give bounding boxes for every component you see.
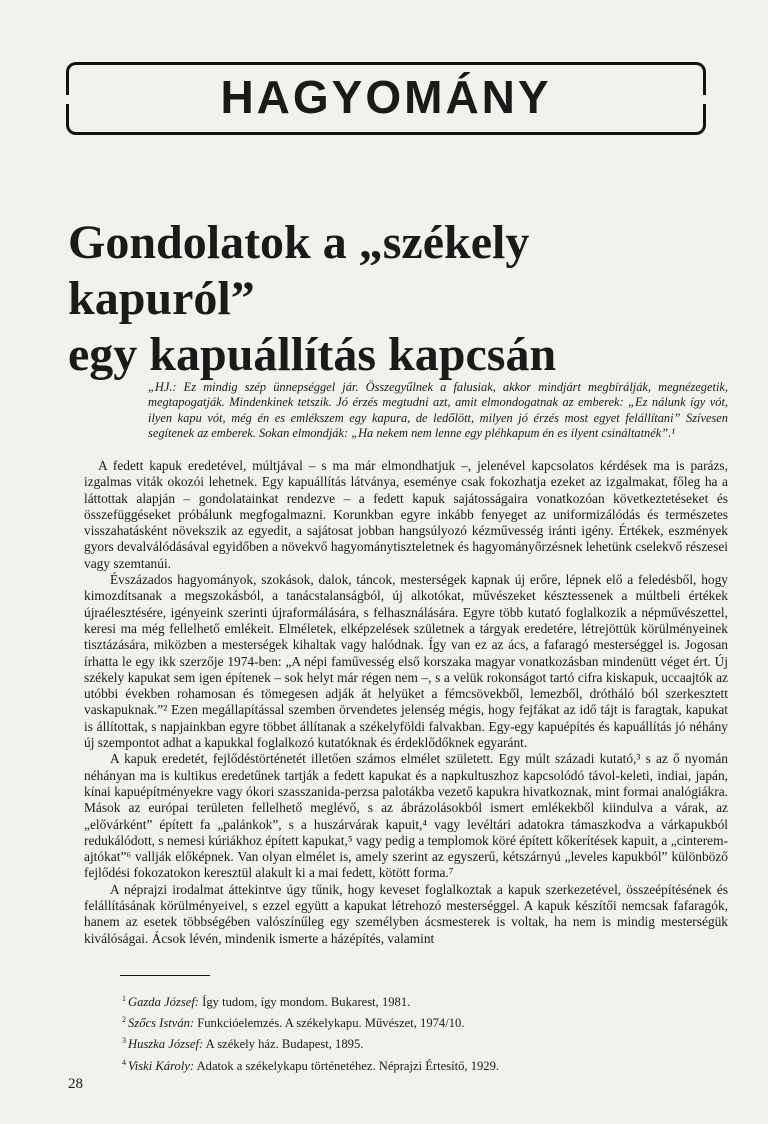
footnote-number: 1: [122, 994, 126, 1003]
paragraph-4: A néprajzi irodalmat áttekintve úgy tűnik, hogy keveset foglalkoztak a kapuk szerkezetével, összeépítésének és felállításának körülményeivel, s ezzel együtt a kapukat létrehozó mesterséggel. A kapuk készítői nemcsak fafaragók, hanem az esetek többségében valószínűleg egy személyben ácsmesterek is voltak, ha nem is mindig mesterségük kiválóságai. Ácsok lévén, mindenik ismerte a házépítés, valamint: [84, 881, 728, 946]
footnote-number: 3: [122, 1036, 126, 1046]
section-title: [66, 72, 706, 122]
footnote-4: [122, 1054, 682, 1075]
footnote-author: Gazda József:: [128, 995, 200, 1010]
section-banner: [66, 62, 706, 132]
article-title: [68, 215, 728, 383]
footnote-divider: [120, 975, 210, 976]
footnote-text: Adatok a székelykapu történetéhez. Néprajzi Értesítő, 1929.: [194, 1058, 500, 1073]
footnote-1: [122, 990, 682, 1011]
footnote-text: Funkcióelemzés. A székelykapu. Művészet, 1974/10.: [194, 1016, 465, 1031]
footnote-text: A székely ház. Budapest, 1895.: [203, 1037, 364, 1052]
footnote-author: Huszka József:: [128, 1037, 204, 1052]
section-title-text: HAGYOMÁNY: [210, 71, 561, 123]
page-number: 28: [68, 1076, 83, 1092]
article-title-line-2: egy kapuállítás kapcsán: [68, 328, 557, 381]
paragraph-1: A fedett kapuk eredetével, múltjával – s ma már elmondhatjuk –, jelenével kapcsolatos kérdések ma is parázs, izgalmas viták okozói lehetnek. Egy kapuállítás látványa, eseménye csak fokozhatja ezeket az izgalmakat, főleg ha a láttottak alapján – gondolatainkat rendezve – a fedett kapuk sajátosságaira vonatkozóan következtetéseket és összefüggéseket próbálunk megfogalmazni. Korunkban egyre inkább fenyeget az uniformizálódás és természetes visszahatásként növekszik az egyedit, a sajátosat jobban hangsúlyozó kézművesség iránti igény. Értékek, eszmények gyors devalválódásával egyidőben a növekvő hagyománytiszteletnek és hagyományőrzésnek lehetünk cselekvő részesei vagy szemtanúi.: [84, 458, 728, 571]
footnote-3: [122, 1032, 682, 1053]
footnote-author: Szőcs István:: [128, 1016, 195, 1031]
paragraph-2: Évszázados hagyományok, szokások, dalok, táncok, mesterségek kapnak új erőre, lépnek elő a feledésből, hogy kimozdítsanak a megszokásból, a tanácstalanságból, új alkotókat, művészeket késztessenek a múltbeli értékek újraélesztésére, igényeink szerinti újraformálására, s felhasználására. Egyre több kutató foglalkozik a népművészettel, keresi ma még fellelhető emlékeit. Elméletek, elképzelések születnek a tárgyak eredetére, létrejöttük körülményeinek tisztázására, miközben a mesterségek kihaltak vagy halódnak. Így van ez az ács, a fafaragó mesterséggel is. Jogosan írhatta le egy ikk szerzője 1974-ben: „A népi faművesség első korszaka magyar vonatkozásban mindenütt véget ért. Új székely kapukat sem igen építenek – sok helyt már régen nem –, s a velük rokonságot tartó cifra kiskapuk, uccaajtók az utóbbi években rohamosan és tömegesen adják át helyüket a fémcsövekből, lemezből, drótháló ból szerkesztett vaskapuknak.”² Ezen megállapítással szemben örvendetes jelenség mégis, hogy fejfákat az idő tájt is faragtak, kapukat is állítottak, s napjainkban egyre többet állítanak a székelyföldi falvakban. Egy-egy kapuépítés és kapuállítás jó néhány új szempontot adhat a kapukkal foglalkozó kutatóknak és érdeklődőknek egyaránt.: [84, 572, 728, 751]
footnote-author: Viski Károly:: [128, 1058, 195, 1073]
footnotes: [122, 990, 682, 1075]
footnote-number: 2: [122, 1015, 126, 1025]
article-body: [84, 458, 728, 947]
footnote-2: [122, 1011, 682, 1032]
footnote-number: 4: [122, 1057, 126, 1067]
article-title-line-1: Gondolatok a „székely kapuról”: [68, 216, 530, 325]
article-motto: „HJ.: Ez mindig szép ünnepséggel jár. Összegyűlnek a falusiak, akkor mindjárt megbírálják, megnézegetik, megtapogatják. Mindenkinek tetszik. Jó érzés megtudni azt, amit elmondogatnak az emberek: „Ez nálunk így vót, ilyen kapu vót, még én es emlékszem egy kapura, de ledőlött, milyen jó érzés most egyet felállítani” Szívesen segítenek az emberek. Sokan elmondják: „Ha nekem nem lenne egy pléhkapum én es ilyent csináltatnék”.¹: [148, 380, 728, 441]
footnote-text: Így tudom, így mondom. Bukarest, 1981.: [199, 995, 411, 1010]
paragraph-3: A kapuk eredetét, fejlődéstörténetét illetően számos elmélet született. Egy múlt századi kutató,³ s az ő nyomán néhányan ma is kultikus eredetűnek tartják a fedett kapukat és a napkultuszhoz kapcsolódó távol-keleti, indiai, japán, kínai kapuépítményekre vagy ókori szasszanida-perzsa palotákba vezető kapukra hivatkoznak, mint formai analógiákra. Mások az európai területen fellelhető meglévő, s az ábrázolásokból ismert emlékekből kiindulva a várak, az „elővárként” épített fa „palánkok”, s a huszárvárak kapuit,⁴ vagy levéltári adatokra támaszkodva a várkapukból redukálódott, s nemesi kúriákhoz épített kapukat,⁵ vagy pedig a templomok köré épített kőkerítések kapuit, a „cinterem-ajtókat”⁶ vallják előképnek. Van olyan elmélet is, amely szerint az egyszerű, kétszárnyú „leveles kapukból” különböző fejlődési fokozatokon keresztül alakult ki a mai fedett, kötött forma.⁷: [84, 751, 728, 881]
